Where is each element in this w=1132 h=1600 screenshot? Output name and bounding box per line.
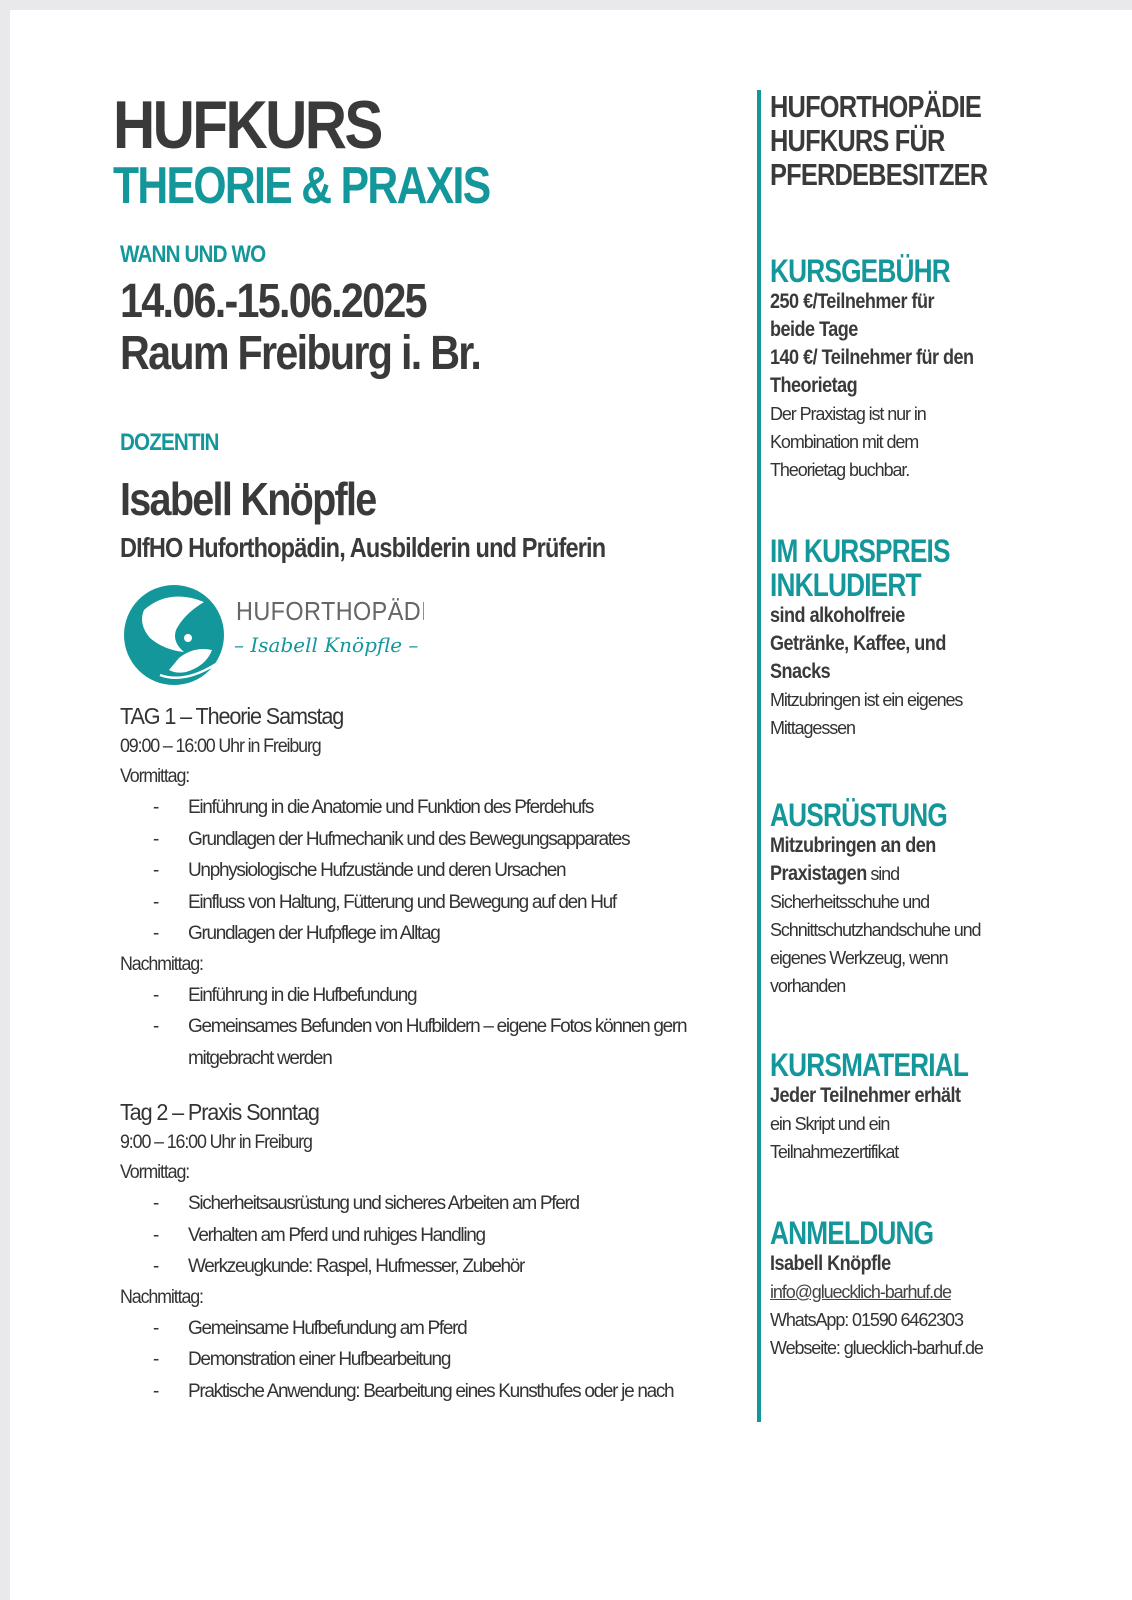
equipment-section	[770, 798, 1100, 1000]
registration-heading: ANMELDUNG	[770, 1215, 934, 1251]
fee-note: Kombination mit dem	[770, 432, 919, 452]
equipment-note: eigenes Werkzeug, wenn	[770, 948, 948, 968]
included-note: Mittagessen	[770, 718, 855, 738]
day2-morning-list	[120, 1188, 720, 1283]
day1-title: TAG 1 – Theorie Samstag	[120, 703, 344, 729]
sidebar-title-line: HUFORTHOPÄDIE	[770, 89, 982, 124]
day2-title: Tag 2 – Praxis Sonntag	[120, 1099, 319, 1125]
material-heading: KURSMATERIAL	[770, 1047, 969, 1083]
logo-text-script: – Isabell Knöpfle –	[234, 633, 419, 657]
list-item: - Gemeinsame Hufbefundung am Pferd	[120, 1313, 720, 1345]
included-heading: IM KURSPREIS	[770, 533, 950, 569]
sidebar-title-line: PFERDEBESITZER	[770, 157, 988, 192]
registration-email-link[interactable]: info@gluecklich-barhuf.de	[770, 1282, 951, 1302]
equipment-inline	[770, 860, 1100, 888]
registration-section	[770, 1216, 1100, 1362]
list-item: - Gemeinsames Befunden von Hufbildern – eigene Fotos können gern mitgebracht werden	[120, 1011, 698, 1074]
list-item: - Praktische Anwendung: Bearbeitung eines Kunsthufes oder je nach	[120, 1376, 720, 1408]
list-item: - Einführung in die Anatomie und Funktion des Pferdehufs	[120, 792, 720, 824]
included-section	[770, 534, 1100, 742]
day2-afternoon-label: Nachmittag:	[120, 1286, 203, 1308]
registration-name: Isabell Knöpfle	[770, 1252, 891, 1275]
equipment-line: Mitzubringen an den	[770, 834, 936, 857]
material-section	[770, 1048, 1100, 1166]
fee-line: Theorietag	[770, 374, 858, 397]
list-item: - Grundlagen der Hufmechanik und des Bewegungsapparates	[120, 824, 720, 856]
material-line: Jeder Teilnehmer erhält	[770, 1084, 961, 1107]
included-line: Snacks	[770, 660, 831, 683]
course-place: Raum Freiburg i. Br.	[120, 327, 481, 380]
day1-afternoon-list	[120, 980, 720, 1075]
day1-afternoon-label: Nachmittag:	[120, 953, 203, 975]
list-item: - Unphysiologische Hufzustände und deren Ursachen	[120, 855, 720, 887]
included-heading: INKLUDIERT	[770, 567, 921, 603]
fee-line: beide Tage	[770, 318, 858, 341]
lecturer-label: DOZENTIN	[120, 429, 219, 456]
course-date: 14.06.-15.06.2025	[120, 275, 426, 328]
list-item: - Demonstration einer Hufbearbeitung	[120, 1344, 720, 1376]
day1-morning-label: Vormittag:	[120, 766, 190, 787]
included-line: Getränke, Kaffee, und	[770, 632, 946, 655]
list-item: - Einfluss von Haltung, Fütterung und Bewegung auf den Huf	[120, 887, 720, 919]
equipment-heading: AUSRÜSTUNG	[770, 797, 947, 833]
fee-heading: KURSGEBÜHR	[770, 253, 950, 289]
flyer-subtitle: THEORIE & PRAXIS	[113, 157, 490, 215]
list-item: - Verhalten am Pferd und ruhiges Handling	[120, 1220, 720, 1252]
flyer-page	[10, 10, 1132, 1600]
list-item: - Grundlagen der Hufpflege im Alltag	[120, 918, 720, 950]
list-item: - Einführung in die Hufbefundung	[120, 980, 720, 1012]
included-line: sind alkoholfreie	[770, 604, 905, 627]
material-note: Teilnahmezertifikat	[770, 1142, 899, 1162]
sidebar-title-line: HUFKURS FÜR	[770, 123, 945, 158]
day2-morning-label: Vormittag:	[120, 1162, 190, 1183]
hoof-logo-icon	[124, 580, 424, 690]
fee-section	[770, 254, 1100, 484]
schedule	[120, 700, 720, 1407]
equipment-note: Schnittschutzhandschuhe und	[770, 920, 981, 940]
fee-line: 250 €/Teilnehmer für	[770, 290, 935, 313]
list-item: - Sicherheitsausrüstung und sicheres Arbeiten am Pferd	[120, 1188, 720, 1220]
column-divider	[757, 90, 761, 1422]
when-where-label: WANN UND WO	[120, 241, 266, 268]
day2-time: 9:00 – 16:00 Uhr in Freiburg	[120, 1132, 312, 1153]
day1-time: 09:00 – 16:00 Uhr in Freiburg	[120, 736, 321, 757]
equipment-inline-text: sind	[866, 864, 899, 884]
logo-text-top: HUFORTHOPÄDIE	[236, 597, 424, 627]
registration-website: Webseite: gluecklich-barhuf.de	[770, 1338, 983, 1358]
equipment-note: vorhanden	[770, 976, 846, 996]
flyer-title: HUFKURS	[113, 87, 381, 163]
lecturer-role: DIfHO Huforthopädin, Ausbilderin und Prüferin	[120, 532, 606, 563]
fee-note: Theorietag buchbar.	[770, 460, 910, 480]
company-logo	[124, 580, 424, 690]
list-item: - Werkzeugkunde: Raspel, Hufmesser, Zubehör	[120, 1251, 720, 1283]
fee-line: 140 €/ Teilnehmer für den	[770, 346, 974, 369]
equipment-bold-word: Praxistagen	[770, 862, 867, 885]
equipment-note: Sicherheitsschuhe und	[770, 892, 930, 912]
sidebar-title	[770, 90, 1100, 192]
day1-morning-list	[120, 792, 720, 950]
lecturer-name: Isabell Knöpfle	[120, 473, 376, 525]
material-note: ein Skript und ein	[770, 1114, 890, 1134]
fee-note: Der Praxistag ist nur in	[770, 404, 926, 424]
included-note: Mitzubringen ist ein eigenes	[770, 690, 963, 710]
registration-whatsapp: WhatsApp: 01590 6462303	[770, 1310, 963, 1330]
day2-afternoon-list	[120, 1313, 720, 1408]
